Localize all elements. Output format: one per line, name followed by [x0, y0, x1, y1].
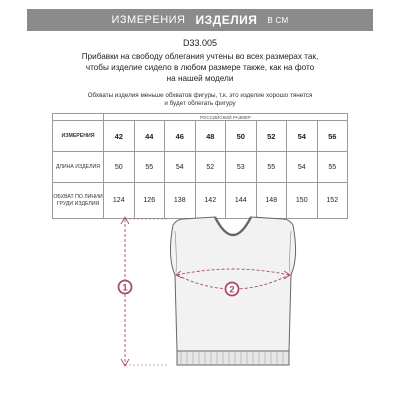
size-cell: 48 — [195, 121, 226, 152]
length-cell: 55 — [317, 152, 348, 183]
length-cell: 54 — [165, 152, 196, 183]
length-row-label: ДЛИНА ИЗДЕЛИЯ — [53, 152, 104, 183]
stretch-warning-line: Обхваты изделия меньше обхватов фигуры, т.к. это изделие хорошо тянется — [87, 92, 313, 99]
fit-note-line: на нашей модели — [166, 74, 234, 83]
size-cell: 42 — [104, 121, 135, 152]
length-cell: 50 — [104, 152, 135, 183]
chest-cell: 144 — [226, 183, 257, 219]
article-number: D33.005 — [182, 38, 218, 48]
size-cell: 46 — [165, 121, 196, 152]
length-cell: 55 — [256, 152, 287, 183]
size-row-label: ИЗМЕРЕНИЯ — [53, 121, 104, 152]
chest-cell: 126 — [134, 183, 165, 219]
fit-note-line: Прибавки на свободу облегания учтены во всех размерах так, — [81, 52, 319, 61]
header-item: ИЗДЕЛИЯ — [195, 13, 258, 27]
size-cell: 52 — [256, 121, 287, 152]
chest-cell: 138 — [165, 183, 196, 219]
chest-cell: 124 — [104, 183, 135, 219]
fit-note-line: чтобы изделие сидело в любом размере также, как на фото — [85, 63, 315, 72]
chest-marker-label: 2 — [229, 284, 235, 296]
header-measurements: ИЗМЕРЕНИЯ — [111, 14, 186, 26]
length-cell: 54 — [287, 152, 318, 183]
chest-cell: 148 — [256, 183, 287, 219]
length-marker-label: 1 — [122, 282, 128, 294]
chest-row-label: ОБХВАТ ПО ЛИНИИ ГРУДИ ИЗДЕЛИЯ — [53, 183, 104, 219]
size-cell: 50 — [226, 121, 257, 152]
size-cell: 44 — [134, 121, 165, 152]
header-unit: В СМ — [267, 15, 289, 25]
chest-cell: 152 — [317, 183, 348, 219]
length-cell: 52 — [195, 152, 226, 183]
stretch-warning-line: и будет облегать фигуру — [164, 100, 236, 107]
size-cell: 56 — [317, 121, 348, 152]
length-cell: 53 — [226, 152, 257, 183]
size-cell: 54 — [287, 121, 318, 152]
chest-cell: 142 — [195, 183, 226, 219]
russian-size-caption: РОССИЙСКИЙ РАЗМЕР — [104, 114, 348, 121]
garment-diagram — [27, 9, 373, 391]
length-cell: 55 — [134, 152, 165, 183]
size-chart-sheet — [27, 9, 373, 391]
chest-cell: 150 — [287, 183, 318, 219]
